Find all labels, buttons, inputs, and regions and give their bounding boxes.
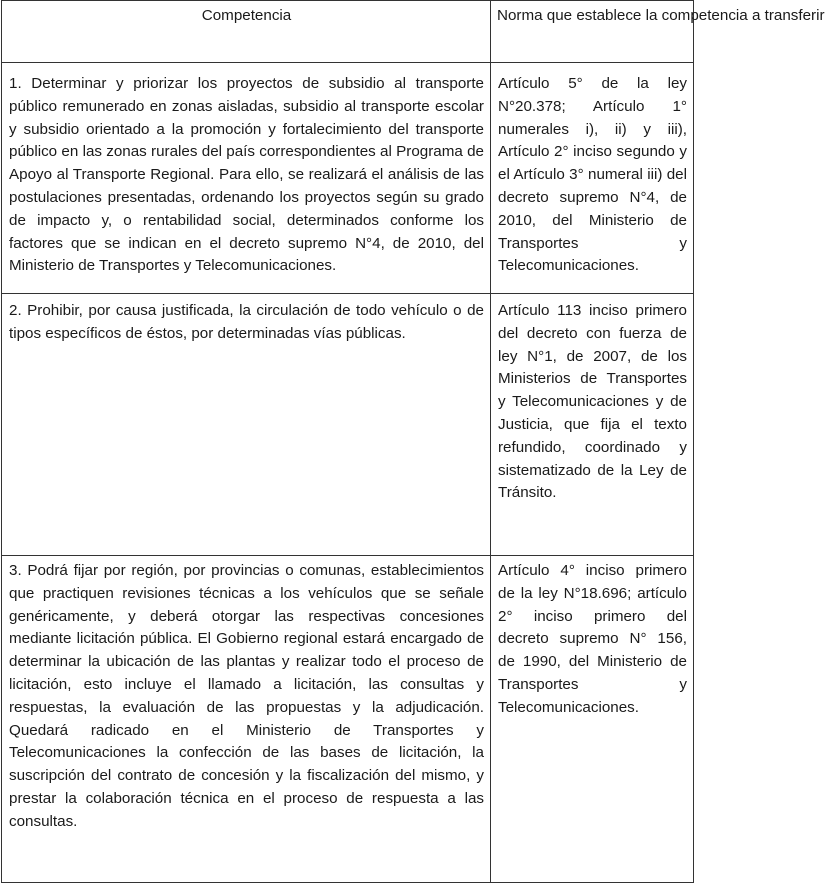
table-row — [2, 63, 694, 294]
table-row — [2, 556, 694, 883]
header-norma: Norma que establece la competencia a transferir — [491, 1, 694, 63]
norma-cell: Artículo 4° inciso primero de la ley N°18.696; artículo 2° inciso primero del decreto supremo N° 156, de 1990, del Ministerio de Transportes y Telecomunicaciones. — [491, 556, 694, 883]
norma-cell: Artículo 113 inciso primero del decreto con fuerza de ley N°1, de 2007, de los Ministerios de Transportes y Telecomunicaciones y de Justicia, que fija el texto refundido, coordinado y sistematizado de la Ley de Tránsito. — [491, 294, 694, 556]
competencia-cell: 3. Podrá fijar por región, por provincias o comunas, establecimientos que practiquen revisiones técnicas a los vehículos que se señale genéricamente, y deberá otorgar las respectivas concesiones mediante licitación pública. El Gobierno regional estará encargado de determinar la ubicación de las plantas y realizar todo el proceso de licitación, esto incluye el llamado a licitación, las consultas y respuestas, la evaluación de las propuestas y la adjudicación. Quedará radicado en el Ministerio de Transportes y Telecomunicaciones la confección de las bases de licitación, la suscripción del contrato de concesión y la fiscalización del mismo, y prestar la colaboración técnica en el proceso de respuesta a las consultas. — [2, 556, 491, 883]
competencia-cell: 1. Determinar y priorizar los proyectos de subsidio al transporte público remunerado en zonas aisladas, subsidio al transporte escolar y subsidio orientado a la promoción y fortalecimiento del transporte público en las zonas rurales del país correspondientes al Programa de Apoyo al Transporte Regional. Para ello, se realizará el análisis de las postulaciones presentadas, ordenando los proyectos según su grado de impacto y, o rentabilidad social, determinados conforme los factores que se indican en el decreto supremo N°4, de 2010, del Ministerio de Transportes y Telecomunicaciones. — [2, 63, 491, 294]
competencias-table — [1, 0, 825, 883]
header-competencia: Competencia — [2, 1, 491, 63]
table-row — [2, 294, 694, 556]
norma-cell: Artículo 5° de la ley N°20.378; Artículo 1° numerales i), ii) y iii), Artículo 2° inciso segundo y el Artículo 3° numeral iii) del decreto supremo N°4, de 2010, del Ministerio de Transportes y Telecomunicaciones. — [491, 63, 694, 294]
table-header-row — [2, 1, 694, 63]
competencia-cell: 2. Prohibir, por causa justificada, la circulación de todo vehículo o de tipos específicos de éstos, por determinadas vías públicas. — [2, 294, 491, 556]
